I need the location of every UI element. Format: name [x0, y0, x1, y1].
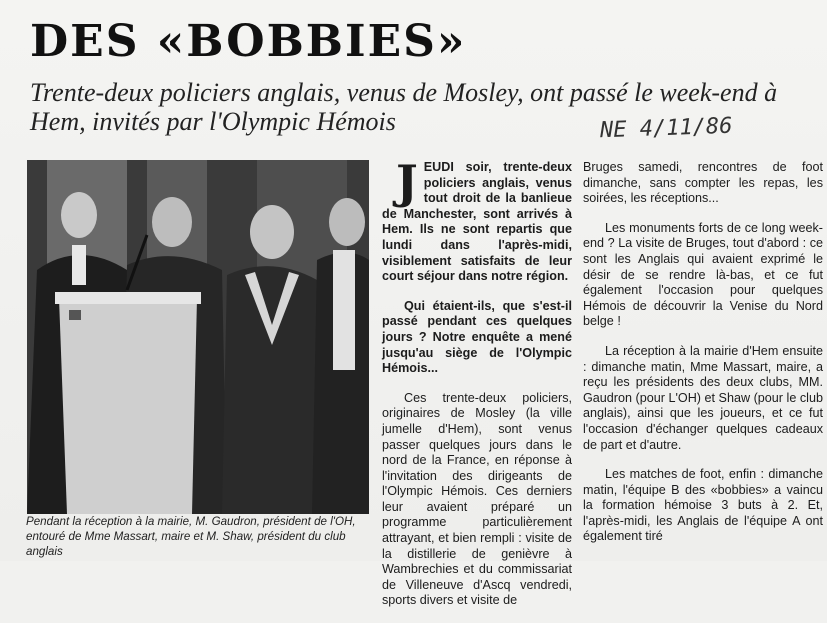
headline: DES «BOBBIES»	[30, 16, 467, 67]
subheadline: Trente-deux policiers anglais, venus de Mosley, ont passé le week-end à Hem, invités par l'Olympic Hémois	[30, 78, 778, 136]
lead-paragraph-2: Qui étaient-ils, que s'est-il passé pendant ces quelques jours ? Notre enquête a mené jusqu'au siège de l'Olympic Hémois...	[382, 298, 572, 376]
body-paragraph-5: Les matches de foot, enfin : dimanche matin, l'équipe B des «bobbies» a vaincu la formation hémoise 3 buts à 2. Et, l'après-midi, les Anglais de l'équipe A ont également tiré	[583, 467, 823, 544]
photo-illustration	[27, 160, 369, 514]
body-paragraph-3: Les monuments forts de ce long week-end ? La visite de Bruges, tout d'abord : ce sont les Anglais qui avaient exprimé le désir de se rendre là-bas, et ce fut également l'occasion pour quelques Hémois de découvrir la Venise du Nord belge !	[583, 220, 823, 329]
news-photo	[27, 160, 369, 514]
article-column-2	[583, 160, 823, 559]
article-column-1	[382, 155, 572, 623]
handwritten-date-note: NE 4/11/86	[599, 113, 733, 144]
photo-caption: Pendant la réception à la mairie, M. Gaudron, président de l'OH, entouré de Mme Massart, maire et M. Shaw, président du club anglais	[26, 515, 356, 558]
lead-paragraph-1	[382, 155, 572, 285]
body-paragraph-1: Ces trente-deux policiers, originaires de Mosley (la ville jumelle d'Hem), sont venus passer quelques jours dans le nord de la France, en réponse à l'invitation des dirigeants de l'Olympic Hémois. Ces derniers leur avaient préparé un programme particulièrement attrayant, et bien rempli : visite de la distillerie de genièvre à Wambrechies et du commissariat de Villeneuve d'Ascq vendredi, sports divers et visite de	[382, 390, 572, 608]
body-paragraph-4: La réception à la mairie d'Hem ensuite : dimanche matin, Mme Massart, maire, a reçu les présidents des deux clubs, MM. Gaudron (pour L'OH) et Shaw (pour le club anglais), ainsi que les joueurs, et ce fut l'occasion d'échanger quelques cadeaux de part et d'autre.	[583, 343, 823, 452]
lead-text-1: EUDI soir, trente-deux policiers anglais, venus tout droit de la banlieue de Manchester, sont arrivés à Hem. Ils ne sont repartis que lundi dans l'après-midi, visiblement satisfaits de leur court séjour dans notre région.	[382, 160, 572, 284]
drop-cap: J	[396, 155, 418, 209]
body-paragraph-2: Bruges samedi, rencontres de foot dimanche, sans compter les repas, les soirées, les réceptions...	[583, 160, 823, 206]
